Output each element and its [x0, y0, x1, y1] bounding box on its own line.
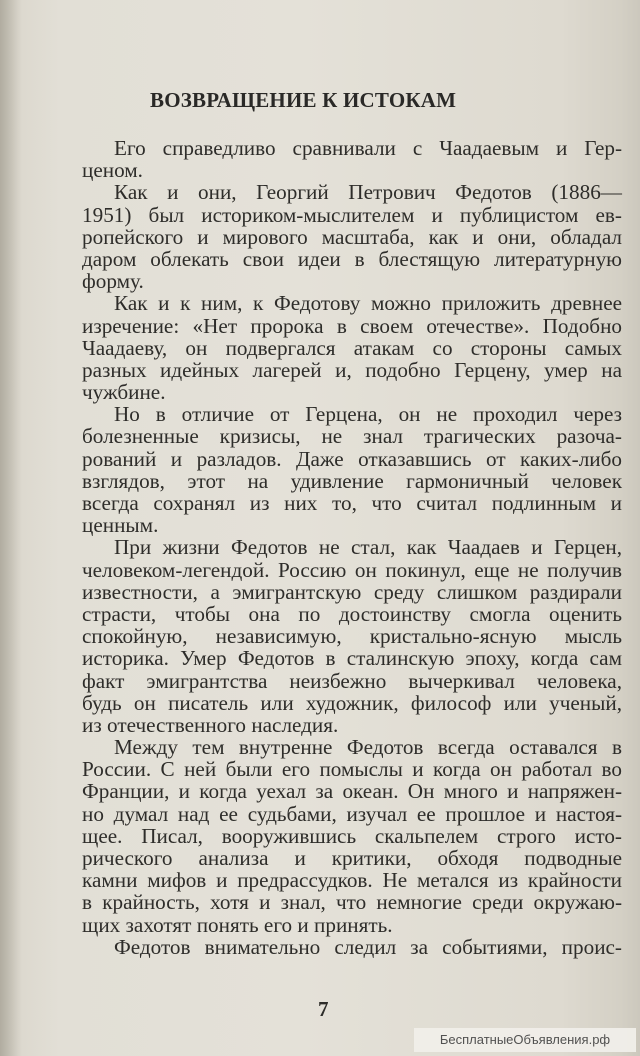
text-line: Но в отличие от Герцена, он не проходил через — [114, 402, 622, 427]
text-line: человеком-легендой. Россию он покинул, еще не получив — [82, 557, 622, 582]
text-line: историка. Умер Федотов в сталинскую эпоху, когда сам — [82, 646, 622, 671]
text-line: При жизни Федотов не стал, как Чаадаев и Герцен, — [114, 535, 622, 560]
text-line: будь он писатель или художник, философ или ученый, — [82, 690, 622, 715]
text-line: Его справедливо сравнивали с Чаадаевым и Гер- — [114, 136, 622, 160]
text-line: в крайность, хотя и знал, что немногие среди окружаю- — [82, 890, 622, 915]
text-line: из отечественного наследия. — [82, 712, 339, 737]
text-line: даром облекать свои идеи в блестящую литературную — [82, 246, 622, 271]
text-line: факт эмигрантства неизбежно вычеркивал человека, — [82, 668, 622, 693]
text-line: 1951) был историком-мыслителем и публицистом ев- — [82, 202, 622, 227]
text-line: Федотов внимательно следил за событиями, проис- — [114, 934, 622, 959]
text-line: Между тем внутренне Федотов всегда оставался в — [114, 735, 622, 760]
text-line: Чаадаеву, он подвергался атакам со стороны самых — [82, 335, 622, 360]
text-line: Как и к ним, к Федотову можно приложить древнее — [114, 291, 622, 316]
text-line: рического анализа и критики, обходя подводные — [82, 846, 622, 870]
text-line: всегда сохранял из них то, что считал подлинным и — [82, 491, 622, 515]
chapter-title: ВОЗВРАЩЕНИЕ К ИСТОКАМ — [150, 88, 457, 112]
text-line: ропейского и мирового масштаба, как и они, обладал — [82, 224, 622, 249]
page-number: 7 — [318, 997, 329, 1021]
text-line: известности, а эмигрантскую среду слишком раздирали — [82, 579, 622, 604]
watermark: БесплатныеОбъявления.рф — [414, 1028, 636, 1052]
text-line: чужбине. — [82, 380, 166, 405]
page-binding-shadow — [0, 0, 22, 1056]
text-line: камни мифов и предрассудков. Не метался из крайности — [82, 868, 622, 893]
text-line: Как и они, Георгий Петрович Федотов (1886— — [114, 180, 622, 205]
text-line: но думал над ее судьбами, изучал ее прошлое и настоя- — [82, 801, 622, 826]
text-line: щее. Писал, вооружившись скальпелем строго исто- — [82, 823, 622, 848]
text-line: ценом. — [82, 158, 143, 183]
text-line: рований и разладов. Даже отказавшись от каких-либо — [82, 446, 622, 471]
text-line: взглядов, этот на удивление гармоничный человек — [82, 468, 622, 493]
text-line: разных идейных лагерей и, подобно Герцену, умер на — [82, 357, 622, 382]
text-line: России. С ней были его помыслы и когда он работал во — [82, 757, 622, 782]
text-line: страсти, чтобы она по достоинству смогла оценить — [82, 601, 622, 626]
text-line: щих захотят понять его и принять. — [82, 912, 393, 937]
text-line: спокойную, независимую, кристально-ясную мысль — [82, 624, 622, 649]
text-line: Франции, и когда уехал за океан. Он много и напряжен- — [82, 779, 622, 804]
text-line: изречение: «Нет пророка в своем отечестве». Подобно — [82, 313, 622, 338]
text-line: форму. — [82, 269, 144, 294]
text-line: болезненные кризисы, не знал трагических разоча- — [82, 424, 622, 449]
body-text — [82, 137, 622, 958]
text-line: ценным. — [82, 513, 159, 538]
